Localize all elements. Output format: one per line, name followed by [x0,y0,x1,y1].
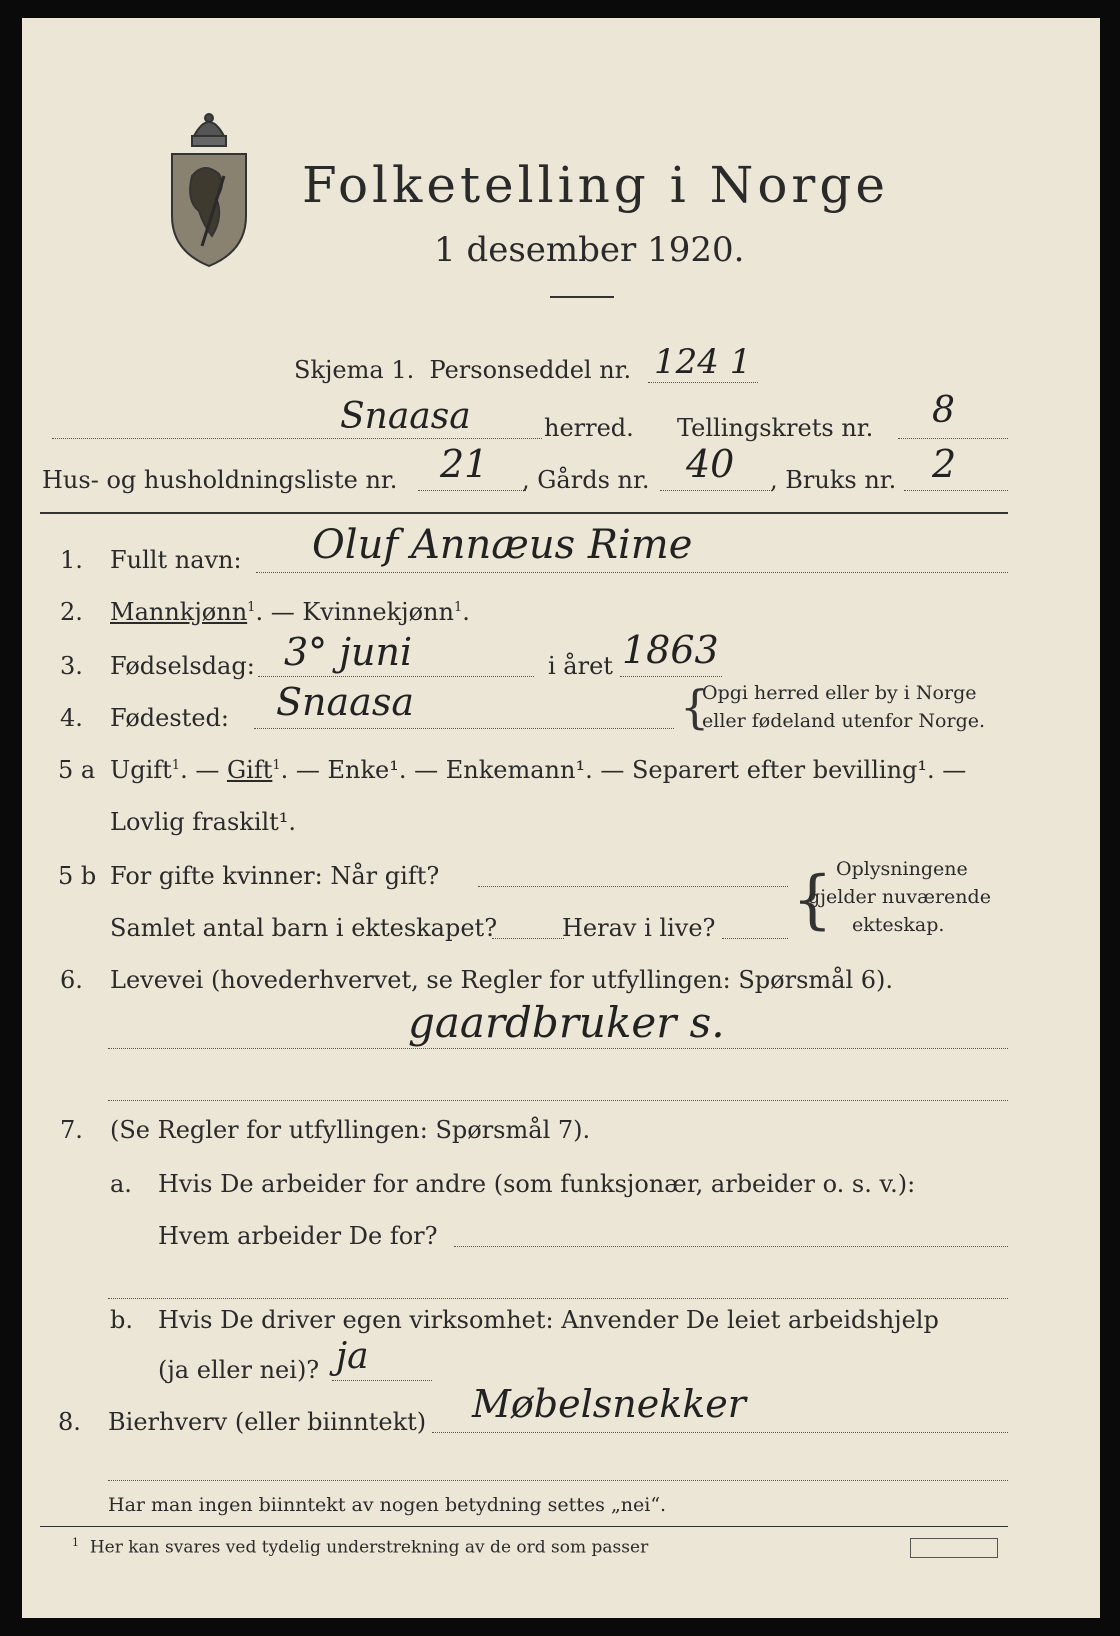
bruks-value: 2 [932,442,957,486]
birthplace-value: Snaasa [276,680,414,724]
hired-help-value: ja [336,1336,369,1377]
census-form: Folketelling i Norge 1 desember 1920. Skjema 1. Personseddel nr. 124 1 Snaasa herred. Tellingskrets nr. 8 Hus- og husholdningsliste nr. 21 , Gårds nr. 40 , Bruks nr. 2 1. Fullt navn: Oluf Annæus Rime 2. Mannkjønn$^1$. — Kvinnekjønn$^1$. 3. Fødselsdag: 3° juni i året 1863 4. Fødested: Snaasa { Opgi herred eller by i Norge eller fødeland utenfor Norge. 5 a Ugift$^1$. — Gift$^1$. — Enke¹. — Enkemann¹. — Separert efter bevilling¹. — Lovlig fraskilt¹. 5 b For gifte kvinner: Når gift? Samlet antal barn i ekteskapet? Herav i live? { Oplysningene gjelder nuværende ekteskap. 6. Levevei (hovederhvervet, se Regler for utfyllingen: Spørsmål 6). gaardbruker s. 7. (Se Regler for utfyllingen: Spørsmål 7). a. Hvis De arbeider for andre (som funksjonær, arbeider o. s. v.): Hvem arbeider De for? b. Hvis De driver egen virksomhet: Anvender De leiet arbeidshjelp (ja eller nei)? ja 8. Bierhverv (eller biinntekt) Møbelsnekker Har man ingen biinntekt av nogen betydning settes „nei“. $^1$ Her kan svares ved tydelig understrekning av de ord som passer [22,18,1100,1618]
q5b-note-1: Oplysningene [836,858,968,880]
q8-label: Bierhverv (eller biinntekt) [108,1408,427,1436]
footnote: $^1$ Her kan svares ved tydelig understrekning av de ord som passer [72,1536,649,1558]
q7b-num: b. [110,1306,133,1334]
birthplace-note-2: eller fødeland utenfor Norge. [702,710,986,732]
male-option: Mannkjønn [110,598,248,626]
marital-line-2: Lovlig fraskilt¹. [110,808,297,836]
husholdning-label: Hus- og husholdningsliste nr. [42,466,398,494]
q5b-line2a: Samlet antal barn i ekteskapet? [110,914,498,942]
schema-label: Skjema 1. Personseddel nr. [294,356,632,384]
ugift-option: Ugift [110,756,172,784]
female-option: Kvinnekjønn [302,598,454,626]
q5b-note-3: ekteskap. [852,914,945,936]
tellingskrets-value: 8 [932,390,955,431]
section-divider [40,512,1008,514]
q7-label: (Se Regler for utfyllingen: Spørsmål 7). [110,1116,591,1144]
bruks-label: , Bruks nr. [770,466,897,494]
q3-num: 3. [60,652,83,680]
q1-num: 1. [60,546,83,574]
personseddel-value: 124 1 [654,342,752,382]
full-name-value: Oluf Annæus Rime [312,522,693,568]
q3-label: Fødselsdag: [110,652,255,680]
marital-line: Ugift$^1$. — Gift$^1$. — Enke¹. — Enkemann¹. — Separert efter bevilling¹. — [110,756,967,784]
gards-label: , Gårds nr. [522,466,650,494]
birth-year-value: 1863 [622,628,719,672]
q5b-line2b: Herav i live? [562,914,716,942]
q6-num: 6. [60,966,83,994]
q7a-line2: Hvem arbeider De for? [158,1222,438,1250]
footer-note: Har man ingen biinntekt av nogen betydning settes „nei“. [108,1494,667,1516]
form-date: 1 desember 1920. [434,230,745,270]
q7b-line1: Hvis De driver egen virksomhet: Anvender De leiet arbeidshjelp [158,1306,939,1334]
gift-option: Gift [226,756,273,784]
q5b-note-2: gjelder nuværende [808,886,991,908]
husholdning-value: 21 [440,442,489,486]
q7a-line1: Hvis De arbeider for andre (som funksjonær, arbeider o. s. v.): [158,1170,916,1198]
q2-num: 2. [60,598,83,626]
q1-label: Fullt navn: [110,546,242,574]
birthday-value: 3° juni [284,630,413,674]
year-label: i året [548,652,613,680]
occupation-value: gaardbruker s. [408,998,725,1047]
title-divider [550,296,614,298]
q7b-line2: (ja eller nei)? [158,1356,320,1384]
q4-num: 4. [60,704,83,732]
q5b-num: 5 b [58,862,97,890]
coat-of-arms-icon [164,106,254,270]
q5b-line1: For gifte kvinner: Når gift? [110,862,440,890]
side-occupation-value: Møbelsnekker [472,1382,746,1426]
form-title: Folketelling i Norge [302,156,889,214]
birthplace-note-1: Opgi herred eller by i Norge [702,682,977,704]
gender-line: Mannkjønn$^1$. — Kvinnekjønn$^1$. [110,598,470,626]
herred-label: herred. [544,414,634,442]
herred-value: Snaasa [340,396,471,437]
q7-num: 7. [60,1116,83,1144]
q4-label: Fødested: [110,704,229,732]
tellingskrets-label: Tellingskrets nr. [677,414,874,442]
q6-label: Levevei (hovederhvervet, se Regler for utfyllingen: Spørsmål 6). [110,966,894,994]
q7a-num: a. [110,1170,132,1198]
footer-divider [40,1526,1008,1527]
q8-num: 8. [58,1408,81,1436]
q5a-num: 5 a [58,756,96,784]
gards-value: 40 [686,442,735,486]
printer-stamp [910,1538,998,1558]
